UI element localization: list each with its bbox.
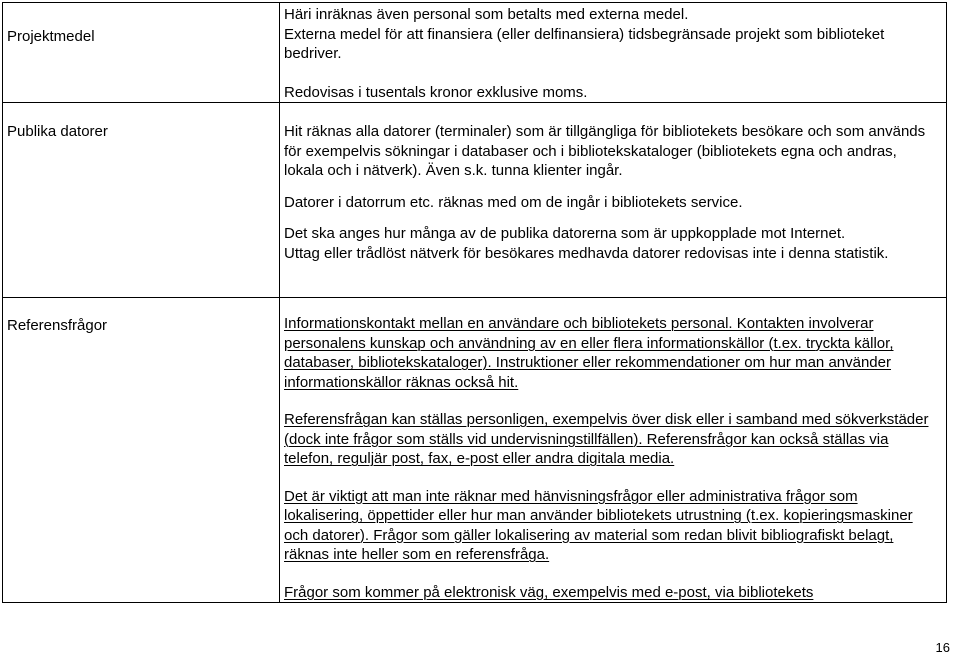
page-number: 16 — [935, 640, 950, 655]
definitions-table — [2, 2, 947, 603]
table-row — [3, 298, 947, 603]
term-label: Projektmedel — [7, 28, 95, 45]
definition-paragraph: Frågor som kommer på elektronisk väg, exempelvis med e-post, via bibliotekets — [284, 583, 814, 601]
term-cell — [3, 3, 280, 103]
definition-paragraph: Uttag eller trådlöst nätverk för besökares medhavda datorer redovisas inte i denna statistik. — [284, 244, 889, 262]
definition-cell — [280, 3, 947, 103]
table-row — [3, 103, 947, 298]
definition-cell — [280, 103, 947, 298]
definition-paragraph: Informationskontakt mellan en användare och bibliotekets personal. Kontakten involverar personalens kunskap och användning av en eller flera informationskällor (t.ex. tryckta källor, databaser, bibliotekskataloger). Instruktioner eller rekommendationer om hur man använder informationskällor räknas också hit. — [284, 315, 894, 391]
term-cell — [3, 298, 280, 603]
definition-paragraph: Datorer i datorrum etc. räknas med om de ingår i bibliotekets service. — [284, 193, 743, 211]
definition-paragraph: Det är viktigt att man inte räknar med hänvisningsfrågor eller administrativa frågor som lokalisering, öppettider eller hur man använder bibliotekets utrustning (t.ex. kopieringsmaskiner och datorer). Frågor som gäller lokalisering av material som redan blivit bibliografiskt belagt, räknas inte heller som en referensfråga. — [284, 487, 913, 563]
definition-paragraph: Externa medel för att finansiera (eller delfinansiera) tidsbegränsade projekt som biblioteket bedriver. — [284, 25, 885, 62]
definition-cell — [280, 298, 947, 603]
definition-paragraph: Det ska anges hur många av de publika datorerna som är uppkopplade mot Internet. — [284, 225, 846, 242]
term-cell — [3, 103, 280, 298]
definition-paragraph: Hit räknas alla datorer (terminaler) som är tillgängliga för bibliotekets besökare och som används för exempelvis sökningar i databaser och i bibliotekskataloger (bibliotekets egna och andras, lokala och i nätverk). Även s.k. tunna klienter ingår. — [284, 123, 926, 179]
definition-paragraph: Häri inräknas även personal som betalts med externa medel. — [284, 6, 689, 23]
table-row — [3, 3, 947, 103]
definition-paragraph: Referensfrågan kan ställas personligen, exempelvis över disk eller i samband med sökverkstäder (dock inte frågor som ställs vid undervisningstillfällen). Referensfrågor kan också ställas via telefon, reguljär post, fax, e-post eller andra digitala media. — [284, 411, 929, 467]
definition-paragraph: Redovisas i tusentals kronor exklusive moms. — [284, 83, 588, 101]
term-label: Publika datorer — [7, 123, 108, 140]
term-label: Referensfrågor — [7, 317, 108, 334]
